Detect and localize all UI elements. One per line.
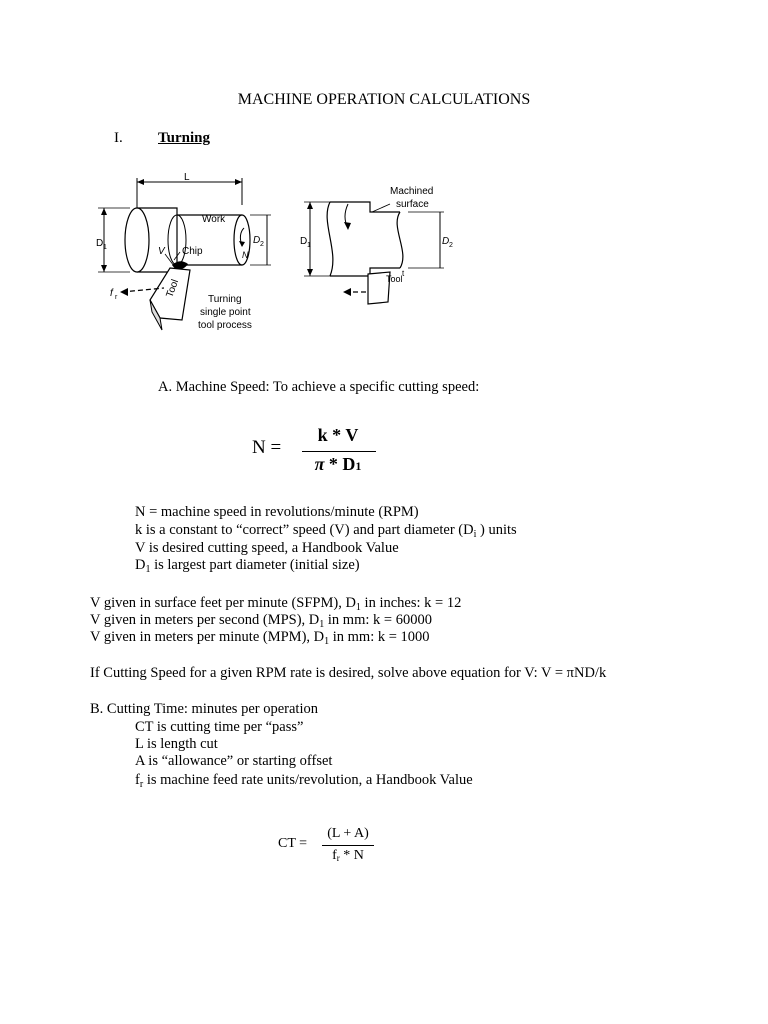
right-tool-label: Tool bbox=[386, 274, 403, 284]
speed-formula-den-text: * D bbox=[324, 454, 356, 474]
feed-label: f bbox=[110, 288, 113, 299]
time-formula-bar bbox=[322, 845, 374, 846]
turning-diagram bbox=[92, 170, 272, 335]
def-d1-sub: 1 bbox=[145, 564, 151, 575]
right-t-label: t bbox=[402, 269, 405, 278]
time-formula-den-pre: f bbox=[332, 848, 337, 863]
d2-label: D bbox=[253, 235, 261, 246]
def-ct: CT is cutting time per “pass” bbox=[135, 719, 304, 735]
speed-formula-denominator bbox=[300, 454, 376, 475]
section-number: I. bbox=[114, 130, 123, 146]
part-b-heading: B. Cutting Time: minutes per operation bbox=[90, 701, 318, 717]
unit-line-sfpm bbox=[90, 595, 461, 613]
def-k-post: ) units bbox=[476, 522, 517, 538]
speed-formula-lhs: N = bbox=[252, 437, 282, 458]
unit-mps-post: in mm: k = 60000 bbox=[324, 612, 432, 628]
speed-formula-bar bbox=[302, 451, 376, 452]
pi-symbol: π bbox=[314, 454, 325, 474]
time-formula-den-post: * N bbox=[339, 848, 364, 863]
unit-line-mpm bbox=[90, 629, 430, 647]
def-a: A is “allowance” or starting offset bbox=[135, 753, 333, 769]
machined-label-1: Machined bbox=[390, 186, 434, 197]
feed-sub: r bbox=[115, 294, 118, 301]
section-title: Turning bbox=[158, 130, 210, 146]
unit-line-mps bbox=[90, 612, 432, 630]
caption-line-3: tool process bbox=[198, 320, 252, 331]
page-title: MACHINE OPERATION CALCULATIONS bbox=[237, 91, 531, 108]
time-formula-lhs: CT = bbox=[278, 836, 308, 851]
def-fr-post: is machine feed rate units/revolution, a Handbook Value bbox=[143, 772, 473, 788]
def-fr bbox=[135, 772, 473, 790]
unit-mps-sub: 1 bbox=[319, 619, 325, 630]
unit-sfpm-sub: 1 bbox=[355, 602, 361, 613]
time-formula-numerator: (L + A) bbox=[327, 826, 369, 841]
d2-sub: 2 bbox=[260, 241, 264, 248]
def-d1 bbox=[135, 557, 360, 575]
def-fr-pre: f bbox=[135, 772, 140, 788]
right-d2-sub: 2 bbox=[449, 242, 453, 249]
side-view-diagram bbox=[290, 182, 460, 312]
unit-sfpm-pre: V given in surface feet per minute (SFPM), D bbox=[90, 595, 356, 611]
unit-mpm-post: in mm: k = 1000 bbox=[329, 629, 430, 645]
part-a-heading: A. Machine Speed: To achieve a specific cutting speed: bbox=[158, 379, 480, 395]
velocity-label: V bbox=[158, 246, 165, 257]
speed-formula-den-sub: 1 bbox=[355, 459, 362, 473]
right-d1-label: D bbox=[300, 236, 308, 247]
caption-line-1: Turning bbox=[208, 294, 242, 305]
unit-sfpm-post: in inches: k = 12 bbox=[360, 595, 462, 611]
def-fr-sub: r bbox=[139, 779, 144, 790]
def-k bbox=[135, 522, 517, 540]
tool-label: Tool bbox=[164, 278, 182, 300]
def-d1-pre: D bbox=[135, 557, 146, 573]
time-formula-denominator bbox=[318, 848, 378, 864]
right-d1-sub: 1 bbox=[307, 242, 311, 249]
unit-mpm-sub: 1 bbox=[324, 636, 330, 647]
d1-sub: 1 bbox=[103, 244, 107, 251]
def-l: L is length cut bbox=[135, 736, 218, 752]
def-n: N = machine speed in revolutions/minute (RPM) bbox=[135, 504, 419, 520]
chip-label: Chip bbox=[182, 246, 203, 257]
length-label: L bbox=[184, 172, 190, 183]
unit-mps-pre: V given in meters per second (MPS), D bbox=[90, 612, 320, 628]
right-d2-label: D bbox=[442, 236, 450, 247]
machined-label-2: surface bbox=[396, 199, 429, 210]
def-k-sub: i bbox=[473, 529, 477, 540]
speed-formula-numerator: k * V bbox=[317, 425, 359, 445]
caption-line-2: single point bbox=[200, 307, 251, 318]
def-v: V is desired cutting speed, a Handbook Value bbox=[135, 540, 399, 556]
def-d1-post: is largest part diameter (initial size) bbox=[150, 557, 360, 573]
time-formula-den-sub: r bbox=[336, 853, 340, 863]
def-k-pre: k is a constant to “correct” speed (V) and part diameter (D bbox=[135, 522, 474, 538]
rpm-label: N bbox=[242, 250, 249, 260]
d1-label: D bbox=[96, 238, 104, 249]
cutting-speed-note: If Cutting Speed for a given RPM rate is desired, solve above equation for V: V = πND/k bbox=[90, 665, 607, 681]
work-label: Work bbox=[202, 214, 226, 225]
unit-mpm-pre: V given in meters per minute (MPM), D bbox=[90, 629, 325, 645]
